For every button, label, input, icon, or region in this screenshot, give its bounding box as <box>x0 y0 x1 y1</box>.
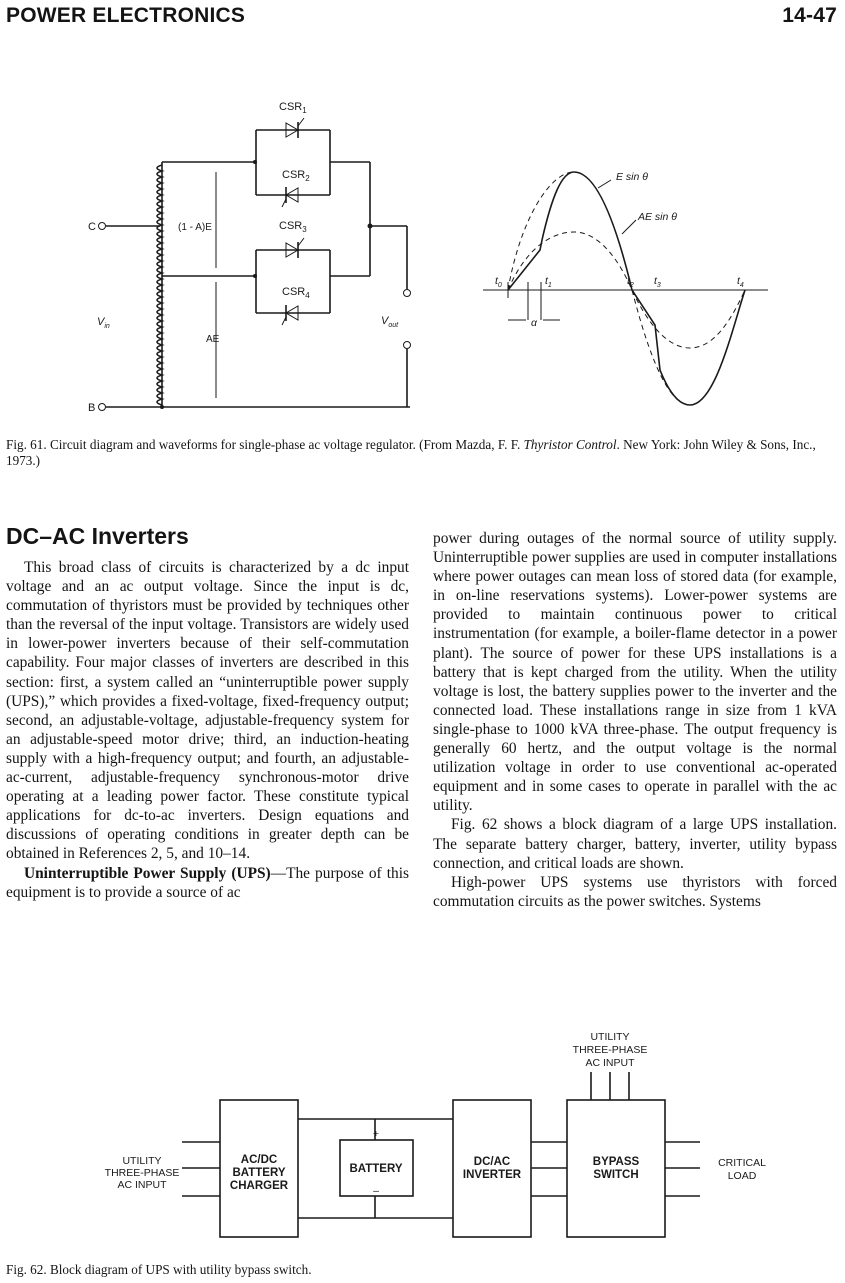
left-utility-label-2: THREE-PHASE <box>104 1167 180 1179</box>
section-heading: DC–AC Inverters <box>6 523 189 549</box>
page-number: 14-47 <box>782 4 837 27</box>
top-utility-label-2: THREE-PHASE <box>572 1044 648 1056</box>
vout-label: $V_{out}$ <box>381 315 399 329</box>
critical-load-label-1: CRITICAL <box>718 1157 766 1169</box>
top-utility-label-1: UTILITY <box>590 1031 630 1043</box>
vin-label: $V_{in}$ <box>97 316 110 330</box>
csr1-label: $CSR_1$ <box>279 101 307 115</box>
top-utility-label-3: AC INPUT <box>585 1057 635 1069</box>
battery-label: BATTERY <box>349 1163 403 1175</box>
fig61-caption: Fig. 61. Circuit diagram and waveforms for single-phase ac voltage regulator. (From Mazda, F. F. Thyristor Control. New York: John Wiley & Sons, Inc., 1973.) <box>6 437 816 468</box>
csr3-label: $CSR_3$ <box>279 220 307 234</box>
t1-label: $t_1$ <box>545 275 552 289</box>
running-head-title: POWER ELECTRONICS <box>6 4 246 27</box>
csr2-label: $CSR_2$ <box>282 169 310 183</box>
acdc-label-3: CHARGER <box>229 1180 289 1192</box>
battery-plus: + <box>372 1128 380 1140</box>
t0-label: $t_0$ <box>495 275 502 289</box>
bypass-label-2: SWITCH <box>593 1169 639 1181</box>
e-sin-label: E sin θ <box>616 171 648 183</box>
bypass-label-1: BYPASS <box>592 1156 640 1168</box>
left-paragraph-2: Uninterruptible Power Supply (UPS)—The purpose of this equipment is to provide a source of ac <box>6 864 409 901</box>
fig62-caption: Fig. 62. Block diagram of UPS with utility bypass switch. <box>6 1262 312 1277</box>
right-paragraph-2: Fig. 62 shows a block diagram of a large UPS installation. The separate battery charger, battery, inverter, utility bypass connection, and critical loads are shown. <box>433 816 837 872</box>
left-utility-label-1: UTILITY <box>122 1155 162 1167</box>
node-b-label: B <box>88 402 96 414</box>
csr4-label: $CSR_4$ <box>282 286 310 300</box>
t4-label: $t_4$ <box>737 275 744 289</box>
dcac-label-1: DC/AC <box>473 1156 511 1168</box>
critical-load-label-2: LOAD <box>727 1170 757 1182</box>
acdc-label-1: AC/DC <box>240 1154 278 1166</box>
ups-run-in-heading: Uninterruptible Power Supply (UPS) <box>24 864 271 882</box>
t2-label: $t_2$ <box>627 275 634 289</box>
dcac-label-2: INVERTER <box>462 1169 522 1181</box>
right-paragraph-1: power during outages of the normal source of utility supply. Uninterruptible power supplies are used in computer installations where power outages can mean loss of stored data (for example, in on-line reservations systems). Lower-power systems are provided to maintain continuous power to critical instrumentation (for example, a boiler-flame detector in a power plant). The source of power for these UPS installations is a battery that is kept charged from the utility. When the utility voltage is lost, the battery supplies power to the inverter and the connected load. These installations range in size from 1 kVA single-phase to 1000 kVA three-phase. The output frequency is generally 60 hertz, and the output voltage is the normal utilization voltage in order to use conventional ac-operated equipment and in some cases to operate in parallel with the ac utility. <box>433 530 837 815</box>
one-minus-a-e-label: (1 - A)E <box>178 222 212 233</box>
t3-label: $t_3$ <box>654 275 661 289</box>
ae-label: AE <box>206 334 220 345</box>
acdc-label-2: BATTERY <box>232 1167 286 1179</box>
battery-minus: – <box>373 1185 379 1197</box>
node-c-label: C <box>88 221 96 233</box>
left-paragraph-1: This broad class of circuits is characterized by a dc input voltage and an ac output voltage. Since the input is dc, commutation of thyristors must be provided by techniques other than the reversal of the input voltage. Transistors are widely used in lower-power inverters because of their self-commutation capability. Four major classes of inverters are described in this section: first, a system called an “uninterruptible power supply (UPS),” which provides a fixed-voltage, fixed-frequency output; second, an adjustable-voltage, adjustable-frequency system for an adjustable-speed motor drive; third, an induction-heating supply with a high-frequency output; and fourth, an adjustable-ac-current, adjustable-frequency synchronous-motor drive operating at a leading power factor. These constitute typical applications for dc-to-ac inverters. Design equations and discussions of operating conditions in greater depth can be obtained in References 2, 5, and 10–14. <box>6 559 409 863</box>
left-utility-label-3: AC INPUT <box>117 1179 167 1191</box>
alpha-label: α <box>531 317 537 329</box>
ae-sin-label: AE sin θ <box>638 211 677 223</box>
right-paragraph-3: High-power UPS systems use thyristors with forced commutation circuits as the power switches. Systems <box>433 873 837 910</box>
